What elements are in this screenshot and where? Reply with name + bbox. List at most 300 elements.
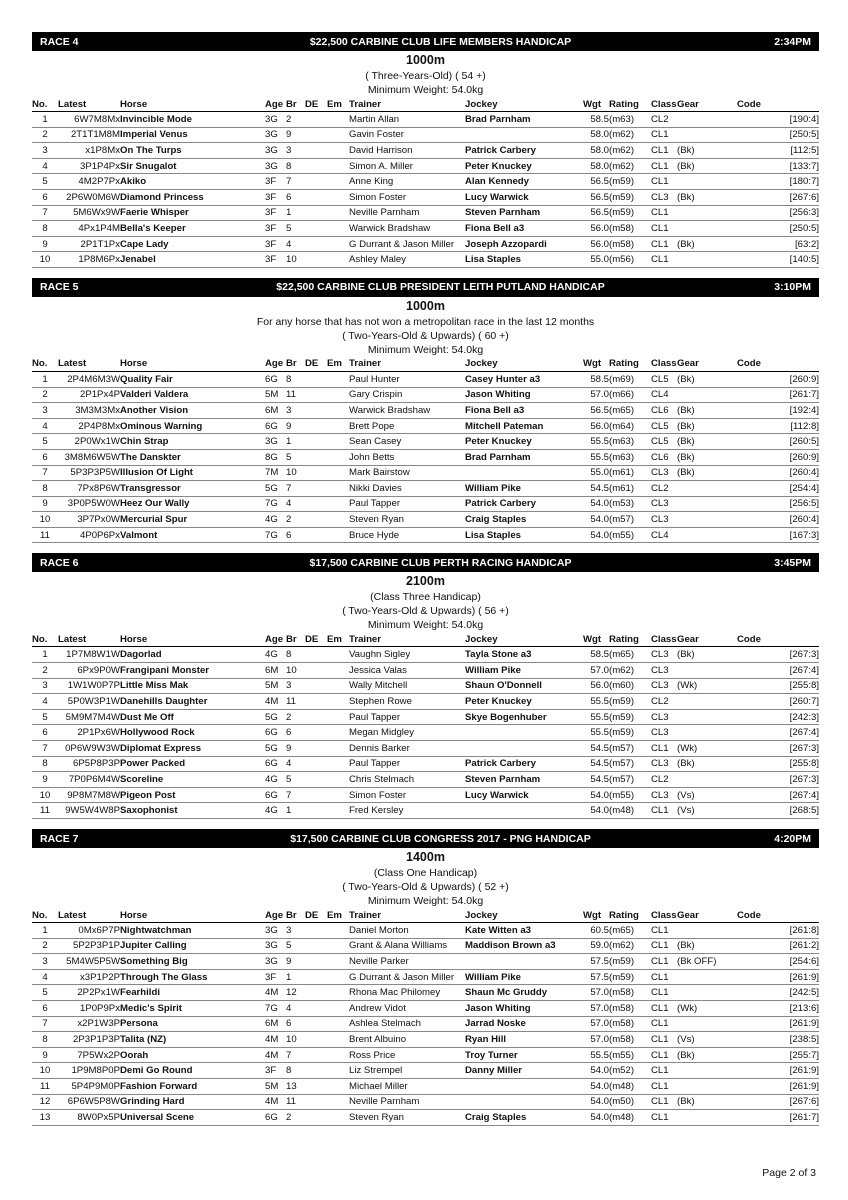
- table-row: [32, 756, 819, 772]
- cell-latest: 8W0Px5P: [58, 1110, 120, 1126]
- column-header-gear: Gear: [677, 97, 737, 112]
- cell-gear: [677, 663, 737, 679]
- cell-wgt: 56.0: [583, 236, 609, 252]
- cell-rating: (m65): [609, 923, 651, 939]
- cell-no: 3: [32, 143, 58, 159]
- cell-trainer: Andrew Vidot: [349, 1000, 465, 1016]
- table-row: [32, 1094, 819, 1110]
- cell-horse: Dust Me Off: [120, 709, 265, 725]
- cell-gear: (Bk): [677, 143, 737, 159]
- cell-horse: Bella's Keeper: [120, 221, 265, 237]
- cell-br: 11: [286, 387, 305, 403]
- cell-wgt: 57.0: [583, 1016, 609, 1032]
- cell-gear: [677, 127, 737, 143]
- cell-rating: (m61): [609, 465, 651, 481]
- cell-rating: (m57): [609, 741, 651, 757]
- cell-jockey: William Pike: [465, 663, 583, 679]
- cell-no: 10: [32, 512, 58, 528]
- column-header-class: Class: [651, 909, 677, 921]
- cell-no: 7: [32, 741, 58, 757]
- cell-code: [250:5]: [737, 127, 819, 143]
- cell-br: 6: [286, 725, 305, 741]
- cell-wgt: 55.0: [583, 465, 609, 481]
- cell-de: [305, 678, 327, 694]
- cell-code: [260:4]: [737, 512, 819, 528]
- table-row: [32, 725, 819, 741]
- cell-latest: 6W7M8Mx: [58, 112, 120, 128]
- cell-rating: (m62): [609, 127, 651, 143]
- cell-class: CL5: [651, 434, 677, 450]
- column-header-wgt: Wgt: [583, 632, 609, 647]
- cell-jockey: Casey Hunter a3: [465, 371, 583, 387]
- cell-jockey: Maddison Brown a3: [465, 938, 583, 954]
- condition-line: For any horse that has not won a metropolitan race in the last 12 months: [256, 315, 595, 328]
- cell-de: [305, 527, 327, 543]
- race-section: [32, 553, 819, 819]
- cell-no: 6: [32, 449, 58, 465]
- cell-wgt: 60.5: [583, 923, 609, 939]
- cell-horse: On The Turps: [120, 143, 265, 159]
- cell-br: 7: [286, 787, 305, 803]
- cell-code: [250:5]: [737, 221, 819, 237]
- cell-de: [305, 1094, 327, 1110]
- cell-age: 4M: [265, 985, 286, 1001]
- cell-br: 1: [286, 803, 305, 819]
- cell-wgt: 54.0: [583, 803, 609, 819]
- cell-em: [327, 1047, 349, 1063]
- race-header-bar: [32, 278, 819, 297]
- cell-class: CL1: [651, 741, 677, 757]
- race-time: 4:20PM: [774, 832, 811, 845]
- column-header-wgt: Wgt: [583, 357, 609, 372]
- cell-latest: 0P6W9W3W: [58, 741, 120, 757]
- cell-br: 2: [286, 512, 305, 528]
- column-header-jockey: Jockey: [465, 908, 583, 923]
- column-header-class: Class: [651, 358, 677, 370]
- table-row: [32, 174, 819, 190]
- cell-rating: (m59): [609, 969, 651, 985]
- cell-wgt: 54.5: [583, 741, 609, 757]
- cell-gear: [677, 205, 737, 221]
- cell-br: 9: [286, 954, 305, 970]
- cell-class: CL1: [651, 1032, 677, 1048]
- cell-gear: (Vs): [677, 787, 737, 803]
- cell-em: [327, 1078, 349, 1094]
- cell-trainer: Ashlea Stelmach: [349, 1016, 465, 1032]
- cell-class: CL6: [651, 403, 677, 419]
- cell-em: [327, 1063, 349, 1079]
- cell-latest: 1P8M6Px: [58, 252, 120, 268]
- race-name: $22,500 CARBINE CLUB PRESIDENT LEITH PUTLAND HANDICAP: [276, 281, 605, 294]
- cell-code: [267:6]: [737, 1094, 819, 1110]
- cell-rating: (m58): [609, 1016, 651, 1032]
- cell-no: 3: [32, 403, 58, 419]
- cell-age: 7M: [265, 465, 286, 481]
- cell-br: 4: [286, 756, 305, 772]
- cell-code: [267:3]: [737, 647, 819, 663]
- cell-de: [305, 189, 327, 205]
- condition-line: (Class One Handicap): [373, 867, 478, 879]
- cell-trainer: Brett Pope: [349, 418, 465, 434]
- cell-gear: (Wk): [677, 1000, 737, 1016]
- cell-no: 8: [32, 481, 58, 497]
- cell-latest: x2P1W3P: [58, 1016, 120, 1032]
- cell-age: 4M: [265, 694, 286, 710]
- cell-no: 8: [32, 756, 58, 772]
- cell-class: CL4: [651, 527, 677, 543]
- race-number: RACE 6: [40, 556, 79, 569]
- table-row: [32, 1016, 819, 1032]
- cell-wgt: 55.5: [583, 449, 609, 465]
- cell-wgt: 56.5: [583, 189, 609, 205]
- cell-br: 10: [286, 252, 305, 268]
- cell-wgt: 56.0: [583, 418, 609, 434]
- cell-wgt: 56.5: [583, 205, 609, 221]
- cell-horse: Through The Glass: [120, 969, 265, 985]
- cell-jockey: Jason Whiting: [465, 1000, 583, 1016]
- cell-class: CL1: [651, 252, 677, 268]
- cell-latest: 1W1W0P7P: [58, 678, 120, 694]
- cell-em: [327, 787, 349, 803]
- cell-latest: 2P1Px4P: [58, 387, 120, 403]
- cell-latest: 1P7M8W1W: [58, 647, 120, 663]
- cell-gear: (Bk): [677, 647, 737, 663]
- cell-latest: 4M2P7Px: [58, 174, 120, 190]
- cell-br: 9: [286, 127, 305, 143]
- cell-em: [327, 252, 349, 268]
- table-row: [32, 158, 819, 174]
- cell-horse: Persona: [120, 1016, 265, 1032]
- cell-br: 2: [286, 1110, 305, 1126]
- cell-rating: (m59): [609, 725, 651, 741]
- column-header-latest: Latest: [58, 908, 120, 923]
- field-table: [32, 908, 819, 1126]
- cell-gear: (Bk): [677, 236, 737, 252]
- column-header-horse: Horse: [120, 908, 265, 923]
- cell-jockey: [465, 465, 583, 481]
- cell-de: [305, 158, 327, 174]
- cell-latest: 6P6W5P8W: [58, 1094, 120, 1110]
- cell-no: 12: [32, 1094, 58, 1110]
- cell-latest: 5P2P3P1P: [58, 938, 120, 954]
- cell-horse: Mercurial Spur: [120, 512, 265, 528]
- cell-latest: 7P0P6M4W: [58, 772, 120, 788]
- cell-em: [327, 449, 349, 465]
- cell-code: [261:9]: [737, 1063, 819, 1079]
- cell-de: [305, 434, 327, 450]
- table-row: [32, 189, 819, 205]
- cell-trainer: Anne King: [349, 174, 465, 190]
- cell-no: 9: [32, 496, 58, 512]
- table-row: [32, 985, 819, 1001]
- race-time: 2:34PM: [774, 35, 811, 48]
- cell-code: [242:5]: [737, 985, 819, 1001]
- column-header-code: Code: [737, 97, 819, 112]
- cell-class: CL3: [651, 678, 677, 694]
- cell-latest: 5P3P3P5W: [58, 465, 120, 481]
- cell-jockey: Fiona Bell a3: [465, 403, 583, 419]
- cell-age: 3G: [265, 127, 286, 143]
- cell-jockey: Craig Staples: [465, 1110, 583, 1126]
- cell-de: [305, 1016, 327, 1032]
- cell-trainer: Wally Mitchell: [349, 678, 465, 694]
- condition-line: Minimum Weight: 54.0kg: [367, 619, 484, 632]
- cell-code: [261:2]: [737, 938, 819, 954]
- cell-class: CL1: [651, 127, 677, 143]
- cell-age: 3F: [265, 189, 286, 205]
- cell-jockey: Peter Knuckey: [465, 434, 583, 450]
- cell-de: [305, 1047, 327, 1063]
- cell-class: CL3: [651, 512, 677, 528]
- cell-horse: Ominous Warning: [120, 418, 265, 434]
- condition-line: ( Two-Years-Old & Upwards) ( 52 +): [342, 881, 509, 893]
- cell-rating: (m59): [609, 954, 651, 970]
- cell-wgt: 56.0: [583, 678, 609, 694]
- table-row: [32, 527, 819, 543]
- cell-em: [327, 709, 349, 725]
- table-row: [32, 449, 819, 465]
- cell-age: 6G: [265, 787, 286, 803]
- cell-de: [305, 756, 327, 772]
- cell-horse: Illusion Of Light: [120, 465, 265, 481]
- cell-wgt: 55.5: [583, 725, 609, 741]
- cell-code: [260:9]: [737, 371, 819, 387]
- cell-em: [327, 236, 349, 252]
- cell-no: 11: [32, 527, 58, 543]
- cell-age: 3F: [265, 1063, 286, 1079]
- race-conditions: [32, 573, 819, 632]
- cell-class: CL1: [651, 1047, 677, 1063]
- cell-class: CL1: [651, 1078, 677, 1094]
- cell-age: 6G: [265, 1110, 286, 1126]
- cell-em: [327, 434, 349, 450]
- cell-jockey: [465, 803, 583, 819]
- race-distance: 2100m: [406, 574, 445, 589]
- cell-wgt: 56.5: [583, 403, 609, 419]
- cell-jockey: Peter Knuckey: [465, 694, 583, 710]
- cell-jockey: Patrick Carbery: [465, 496, 583, 512]
- cell-age: 7G: [265, 496, 286, 512]
- cell-no: 2: [32, 387, 58, 403]
- cell-wgt: 58.0: [583, 127, 609, 143]
- cell-horse: Demi Go Round: [120, 1063, 265, 1079]
- cell-gear: (Bk): [677, 449, 737, 465]
- column-header-latest: Latest: [58, 97, 120, 112]
- column-header-jockey: Jockey: [465, 357, 583, 372]
- cell-no: 2: [32, 663, 58, 679]
- cell-br: 5: [286, 449, 305, 465]
- cell-de: [305, 709, 327, 725]
- cell-wgt: 57.0: [583, 1032, 609, 1048]
- cell-latest: 3P7Px0W: [58, 512, 120, 528]
- cell-jockey: Peter Knuckey: [465, 158, 583, 174]
- cell-br: 4: [286, 1000, 305, 1016]
- cell-em: [327, 403, 349, 419]
- cell-horse: Fashion Forward: [120, 1078, 265, 1094]
- cell-jockey: Jarrad Noske: [465, 1016, 583, 1032]
- cell-jockey: Shaun O'Donnell: [465, 678, 583, 694]
- cell-trainer: Steven Ryan: [349, 1110, 465, 1126]
- cell-jockey: Lucy Warwick: [465, 787, 583, 803]
- cell-code: [255:8]: [737, 756, 819, 772]
- cell-rating: (m57): [609, 772, 651, 788]
- cell-br: 8: [286, 1063, 305, 1079]
- cell-code: [267:3]: [737, 772, 819, 788]
- cell-de: [305, 174, 327, 190]
- cell-de: [305, 496, 327, 512]
- column-header-em: Em: [327, 97, 349, 112]
- cell-code: [254:4]: [737, 481, 819, 497]
- cell-de: [305, 741, 327, 757]
- cell-br: 2: [286, 709, 305, 725]
- cell-de: [305, 449, 327, 465]
- cell-trainer: Steven Ryan: [349, 512, 465, 528]
- cell-rating: (m59): [609, 205, 651, 221]
- cell-code: [260:5]: [737, 434, 819, 450]
- race-header-bar: [32, 829, 819, 848]
- cell-em: [327, 923, 349, 939]
- cell-wgt: 57.0: [583, 985, 609, 1001]
- cell-em: [327, 985, 349, 1001]
- race-distance: 1000m: [406, 298, 445, 313]
- cell-gear: [677, 1078, 737, 1094]
- cell-latest: 9W5W4W8P: [58, 803, 120, 819]
- cell-gear: (Bk): [677, 1047, 737, 1063]
- table-row: [32, 772, 819, 788]
- cell-latest: 2P3P1P3P: [58, 1032, 120, 1048]
- cell-no: 10: [32, 787, 58, 803]
- cell-code: [242:3]: [737, 709, 819, 725]
- cell-latest: 5M9M7M4W: [58, 709, 120, 725]
- cell-wgt: 55.5: [583, 434, 609, 450]
- race-header-bar: [32, 553, 819, 572]
- cell-horse: Power Packed: [120, 756, 265, 772]
- cell-age: 3G: [265, 112, 286, 128]
- cell-latest: 2P4M6M3W: [58, 371, 120, 387]
- cell-br: 11: [286, 694, 305, 710]
- cell-latest: 6P5P8P3P: [58, 756, 120, 772]
- cell-rating: (m58): [609, 985, 651, 1001]
- cell-no: 5: [32, 174, 58, 190]
- cell-age: 3F: [265, 205, 286, 221]
- cell-jockey: Kate Witten a3: [465, 923, 583, 939]
- table-header-row: [32, 97, 819, 112]
- table-row: [32, 205, 819, 221]
- cell-br: 6: [286, 189, 305, 205]
- cell-no: 13: [32, 1110, 58, 1126]
- cell-class: CL1: [651, 143, 677, 159]
- column-header-trainer: Trainer: [349, 908, 465, 923]
- cell-de: [305, 1063, 327, 1079]
- cell-class: CL3: [651, 725, 677, 741]
- cell-class: CL3: [651, 189, 677, 205]
- cell-no: 9: [32, 1047, 58, 1063]
- cell-rating: (m48): [609, 803, 651, 819]
- cell-trainer: Paul Tapper: [349, 756, 465, 772]
- cell-age: 3G: [265, 158, 286, 174]
- race-time: 3:10PM: [774, 281, 811, 294]
- cell-code: [213:6]: [737, 1000, 819, 1016]
- table-row: [32, 465, 819, 481]
- cell-gear: (Bk): [677, 403, 737, 419]
- cell-jockey: Steven Parnham: [465, 772, 583, 788]
- cell-jockey: [465, 725, 583, 741]
- cell-no: 1: [32, 371, 58, 387]
- cell-trainer: Neville Parnham: [349, 205, 465, 221]
- column-header-br: Br: [286, 97, 305, 112]
- cell-em: [327, 174, 349, 190]
- cell-trainer: Ross Price: [349, 1047, 465, 1063]
- cell-code: [255:8]: [737, 678, 819, 694]
- condition-line: ( Three-Years-Old) ( 54 +): [365, 70, 486, 82]
- cell-latest: 7Px8P6W: [58, 481, 120, 497]
- cell-de: [305, 985, 327, 1001]
- condition-line: (Class Three Handicap): [370, 591, 481, 604]
- cell-br: 6: [286, 527, 305, 543]
- cell-br: 3: [286, 403, 305, 419]
- cell-latest: 2P1Px6W: [58, 725, 120, 741]
- cell-gear: (Vs): [677, 1032, 737, 1048]
- cell-class: CL1: [651, 158, 677, 174]
- cell-trainer: Sean Casey: [349, 434, 465, 450]
- cell-gear: [677, 772, 737, 788]
- cell-no: 4: [32, 158, 58, 174]
- table-row: [32, 512, 819, 528]
- cell-rating: (m53): [609, 496, 651, 512]
- cell-rating: (m59): [609, 174, 651, 190]
- cell-latest: 2P4P8Mx: [58, 418, 120, 434]
- cell-rating: (m57): [609, 756, 651, 772]
- column-header-class: Class: [651, 633, 677, 645]
- cell-br: 3: [286, 923, 305, 939]
- cell-jockey: Joseph Azzopardi: [465, 236, 583, 252]
- cell-class: CL2: [651, 772, 677, 788]
- cell-jockey: Ryan Hill: [465, 1032, 583, 1048]
- column-header-br: Br: [286, 632, 305, 647]
- cell-de: [305, 387, 327, 403]
- table-row: [32, 434, 819, 450]
- cell-rating: (m65): [609, 647, 651, 663]
- cell-em: [327, 112, 349, 128]
- cell-latest: 3P1P4Px: [58, 158, 120, 174]
- cell-wgt: 57.5: [583, 954, 609, 970]
- cell-gear: [677, 1016, 737, 1032]
- cell-wgt: 56.5: [583, 174, 609, 190]
- cell-rating: (m58): [609, 221, 651, 237]
- cell-trainer: Vaughn Sigley: [349, 647, 465, 663]
- column-header-em: Em: [327, 908, 349, 923]
- cell-trainer: Liz Strempel: [349, 1063, 465, 1079]
- cell-wgt: 54.0: [583, 1063, 609, 1079]
- cell-age: 3G: [265, 143, 286, 159]
- table-row: [32, 252, 819, 268]
- cell-de: [305, 969, 327, 985]
- cell-em: [327, 1094, 349, 1110]
- table-row: [32, 741, 819, 757]
- cell-class: CL1: [651, 1110, 677, 1126]
- cell-wgt: 57.0: [583, 663, 609, 679]
- cell-wgt: 54.0: [583, 496, 609, 512]
- cell-de: [305, 127, 327, 143]
- cell-br: 8: [286, 647, 305, 663]
- cell-age: 5M: [265, 678, 286, 694]
- race-conditions: [32, 849, 819, 908]
- cell-horse: Valmont: [120, 527, 265, 543]
- cell-trainer: Fred Kersley: [349, 803, 465, 819]
- cell-br: 11: [286, 1094, 305, 1110]
- column-header-no: No.: [32, 97, 58, 112]
- table-row: [32, 112, 819, 128]
